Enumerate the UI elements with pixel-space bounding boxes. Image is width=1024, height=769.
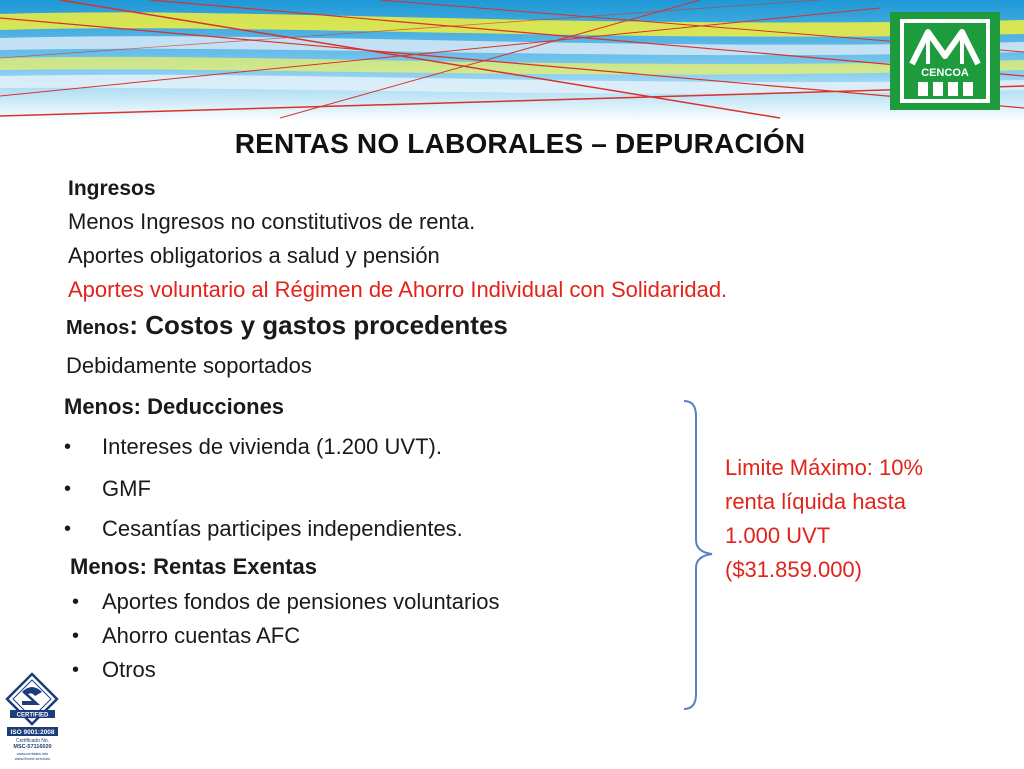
deducciones-item: Intereses de vivienda (1.200 UVT). — [102, 434, 442, 459]
exentas-item: Aportes fondos de pensiones voluntarios — [102, 589, 500, 614]
ingresos-heading: Ingresos — [68, 177, 156, 200]
right-brace-icon — [682, 398, 716, 717]
exentas-heading: Menos: Rentas Exentas — [70, 554, 317, 579]
bullet-icon: • — [64, 478, 72, 500]
ingresos-line-1: Menos Ingresos no constitutivos de renta. — [68, 209, 476, 234]
bullet-icon: • — [64, 436, 72, 458]
bullet-icon: • — [72, 625, 80, 647]
costos-heading-row — [66, 310, 508, 343]
costos-prefix: Menos — [66, 317, 130, 339]
limit-line: 1.000 UVT — [725, 523, 831, 548]
exentas-item: Otros — [102, 657, 156, 682]
cert-standard: ISO 9001:2008 — [10, 729, 55, 736]
limit-line: ($31.859.000) — [725, 557, 862, 582]
ingresos-line-2: Aportes obligatorios a salud y pensión — [68, 243, 440, 268]
iso-certification-badge — [5, 672, 60, 764]
limit-line: renta líquida hasta — [725, 489, 907, 514]
bullet-icon: • — [72, 659, 80, 681]
costos-heading: : Costos y gastos procedentes — [129, 310, 508, 340]
cencoa-logo — [890, 12, 1000, 110]
limit-line: Limite Máximo: 10% — [725, 455, 924, 480]
deducciones-item: Cesantías participes independientes. — [102, 516, 463, 541]
exentas-item: Ahorro cuentas AFC — [102, 623, 301, 648]
ingresos-line-3: Aportes voluntario al Régimen de Ahorro Individual con Solidaridad. — [68, 277, 728, 302]
cert-site-2: www.fbcert.services — [14, 756, 51, 761]
page-title: RENTAS NO LABORALES – DEPURACIÓN — [234, 128, 806, 159]
bullet-icon: • — [64, 518, 72, 540]
header-banner — [0, 0, 1024, 122]
logo-text: CENCOA — [921, 67, 969, 79]
cert-site-1: www.certdata.info — [16, 751, 49, 756]
cert-issuer: Certificado No. — [15, 738, 50, 744]
cert-number: MSC-57116020 — [13, 744, 52, 750]
limit-note — [725, 451, 985, 587]
bullet-icon: • — [72, 591, 80, 613]
banner-graphic — [0, 0, 1024, 122]
deducciones-heading: Menos: Deducciones — [64, 394, 285, 419]
cert-badge-text: CERTIFIED — [16, 712, 49, 719]
deducciones-item: GMF — [102, 476, 151, 501]
costos-detail: Debidamente soportados — [66, 353, 312, 378]
